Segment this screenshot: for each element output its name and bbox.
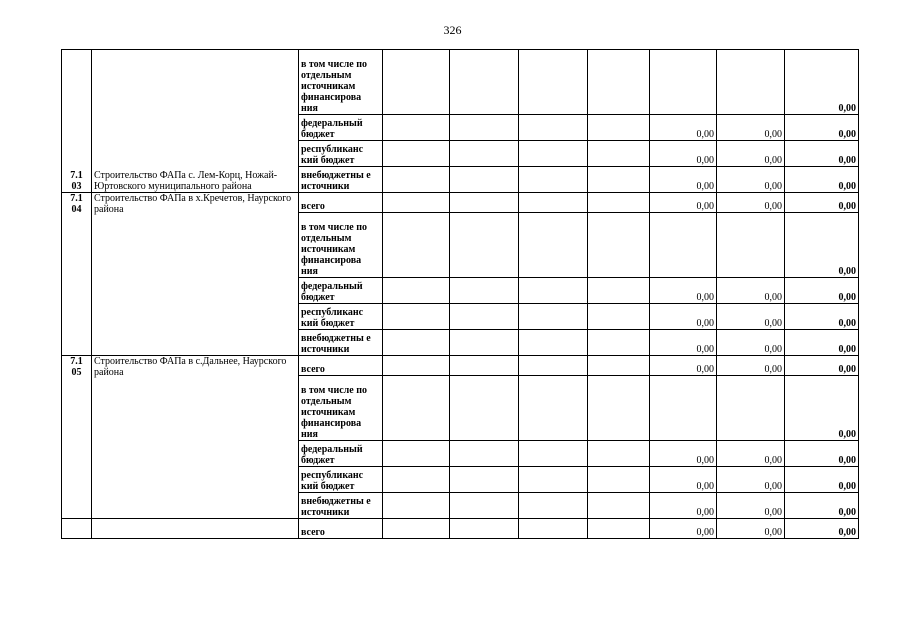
funding-source: республиканс кий бюджет	[299, 467, 383, 493]
empty-cell	[383, 141, 450, 167]
empty-cell	[450, 278, 519, 304]
empty-cell	[450, 304, 519, 330]
total-cell: 0,00	[785, 141, 859, 167]
total-cell: 0,00	[785, 330, 859, 356]
empty-cell	[588, 213, 650, 278]
empty-cell	[519, 141, 588, 167]
empty-cell	[588, 330, 650, 356]
total-cell: 0,00	[785, 304, 859, 330]
value-cell	[717, 50, 785, 115]
empty-cell	[383, 278, 450, 304]
empty-cell	[383, 213, 450, 278]
empty-cell	[450, 193, 519, 213]
page-number: 326	[443, 23, 462, 37]
item-code: 7.1 03	[62, 50, 92, 193]
empty-cell	[519, 304, 588, 330]
value-cell: 0,00	[717, 141, 785, 167]
value-cell: 0,00	[717, 467, 785, 493]
financing-table	[61, 49, 859, 539]
empty-cell	[519, 467, 588, 493]
funding-source: республиканс кий бюджет	[299, 304, 383, 330]
value-cell: 0,00	[650, 167, 717, 193]
funding-source: всего	[299, 356, 383, 376]
total-cell: 0,00	[785, 519, 859, 539]
empty-cell	[450, 467, 519, 493]
item-code	[62, 519, 92, 539]
empty-cell	[450, 50, 519, 115]
empty-cell	[588, 493, 650, 519]
total-cell: 0,00	[785, 115, 859, 141]
item-name: Строительство ФАПа с. Лем-Корц, Ножай-Юртовского муниципального района	[92, 50, 299, 193]
value-cell: 0,00	[650, 141, 717, 167]
table-row	[62, 356, 859, 376]
value-cell: 0,00	[717, 278, 785, 304]
empty-cell	[588, 167, 650, 193]
empty-cell	[383, 467, 450, 493]
value-cell: 0,00	[650, 115, 717, 141]
empty-cell	[519, 356, 588, 376]
total-cell: 0,00	[785, 50, 859, 115]
empty-cell	[519, 493, 588, 519]
total-cell: 0,00	[785, 213, 859, 278]
funding-source: федеральный бюджет	[299, 441, 383, 467]
table-row	[62, 519, 859, 539]
item-name	[92, 519, 299, 539]
empty-cell	[383, 167, 450, 193]
value-cell	[650, 213, 717, 278]
empty-cell	[519, 376, 588, 441]
value-cell: 0,00	[650, 193, 717, 213]
empty-cell	[383, 376, 450, 441]
empty-cell	[519, 441, 588, 467]
value-cell: 0,00	[717, 441, 785, 467]
empty-cell	[519, 115, 588, 141]
funding-source: в том числе по отдельным источникам финансирова ния	[299, 213, 383, 278]
funding-source: внебюджетны е источники	[299, 167, 383, 193]
value-cell: 0,00	[717, 356, 785, 376]
total-cell: 0,00	[785, 193, 859, 213]
value-cell: 0,00	[650, 330, 717, 356]
empty-cell	[450, 519, 519, 539]
value-cell: 0,00	[650, 441, 717, 467]
empty-cell	[383, 115, 450, 141]
empty-cell	[450, 356, 519, 376]
empty-cell	[588, 441, 650, 467]
empty-cell	[383, 50, 450, 115]
value-cell: 0,00	[650, 278, 717, 304]
empty-cell	[588, 376, 650, 441]
empty-cell	[383, 356, 450, 376]
total-cell: 0,00	[785, 467, 859, 493]
total-cell: 0,00	[785, 278, 859, 304]
funding-source: федеральный бюджет	[299, 115, 383, 141]
value-cell: 0,00	[717, 304, 785, 330]
item-code: 7.1 04	[62, 193, 92, 356]
value-cell	[650, 376, 717, 441]
empty-cell	[383, 519, 450, 539]
empty-cell	[519, 193, 588, 213]
empty-cell	[519, 167, 588, 193]
empty-cell	[450, 213, 519, 278]
table-row	[62, 50, 859, 115]
funding-source: в том числе по отдельным источникам финансирова ния	[299, 50, 383, 115]
value-cell: 0,00	[717, 193, 785, 213]
empty-cell	[450, 493, 519, 519]
empty-cell	[450, 141, 519, 167]
value-cell: 0,00	[717, 330, 785, 356]
empty-cell	[450, 330, 519, 356]
empty-cell	[383, 493, 450, 519]
empty-cell	[519, 213, 588, 278]
total-cell: 0,00	[785, 493, 859, 519]
value-cell	[717, 376, 785, 441]
value-cell	[650, 50, 717, 115]
empty-cell	[588, 50, 650, 115]
empty-cell	[519, 278, 588, 304]
funding-source: внебюджетны е источники	[299, 493, 383, 519]
value-cell: 0,00	[717, 167, 785, 193]
empty-cell	[519, 50, 588, 115]
value-cell: 0,00	[717, 115, 785, 141]
table-body	[62, 50, 859, 539]
item-name: Строительство ФАПа в с.Дальнее, Наурского района	[92, 356, 299, 519]
funding-source: в том числе по отдельным источникам финансирова ния	[299, 376, 383, 441]
empty-cell	[383, 330, 450, 356]
empty-cell	[588, 467, 650, 493]
empty-cell	[450, 441, 519, 467]
total-cell: 0,00	[785, 441, 859, 467]
empty-cell	[588, 519, 650, 539]
empty-cell	[383, 193, 450, 213]
empty-cell	[588, 141, 650, 167]
item-code: 7.1 05	[62, 356, 92, 519]
empty-cell	[588, 304, 650, 330]
empty-cell	[383, 441, 450, 467]
item-name: Строительство ФАПа в х.Кречетов, Наурского района	[92, 193, 299, 356]
value-cell	[717, 213, 785, 278]
empty-cell	[588, 356, 650, 376]
total-cell: 0,00	[785, 167, 859, 193]
empty-cell	[519, 519, 588, 539]
value-cell: 0,00	[650, 467, 717, 493]
table-row	[62, 193, 859, 213]
funding-source: всего	[299, 193, 383, 213]
empty-cell	[588, 115, 650, 141]
total-cell: 0,00	[785, 356, 859, 376]
value-cell: 0,00	[717, 493, 785, 519]
empty-cell	[519, 330, 588, 356]
funding-source: внебюджетны е источники	[299, 330, 383, 356]
empty-cell	[450, 167, 519, 193]
empty-cell	[588, 278, 650, 304]
funding-source: республиканс кий бюджет	[299, 141, 383, 167]
empty-cell	[450, 376, 519, 441]
value-cell: 0,00	[650, 356, 717, 376]
value-cell: 0,00	[650, 304, 717, 330]
empty-cell	[588, 193, 650, 213]
value-cell: 0,00	[650, 519, 717, 539]
empty-cell	[450, 115, 519, 141]
value-cell: 0,00	[717, 519, 785, 539]
empty-cell	[383, 304, 450, 330]
funding-source: федеральный бюджет	[299, 278, 383, 304]
value-cell: 0,00	[650, 493, 717, 519]
funding-source: всего	[299, 519, 383, 539]
total-cell: 0,00	[785, 376, 859, 441]
